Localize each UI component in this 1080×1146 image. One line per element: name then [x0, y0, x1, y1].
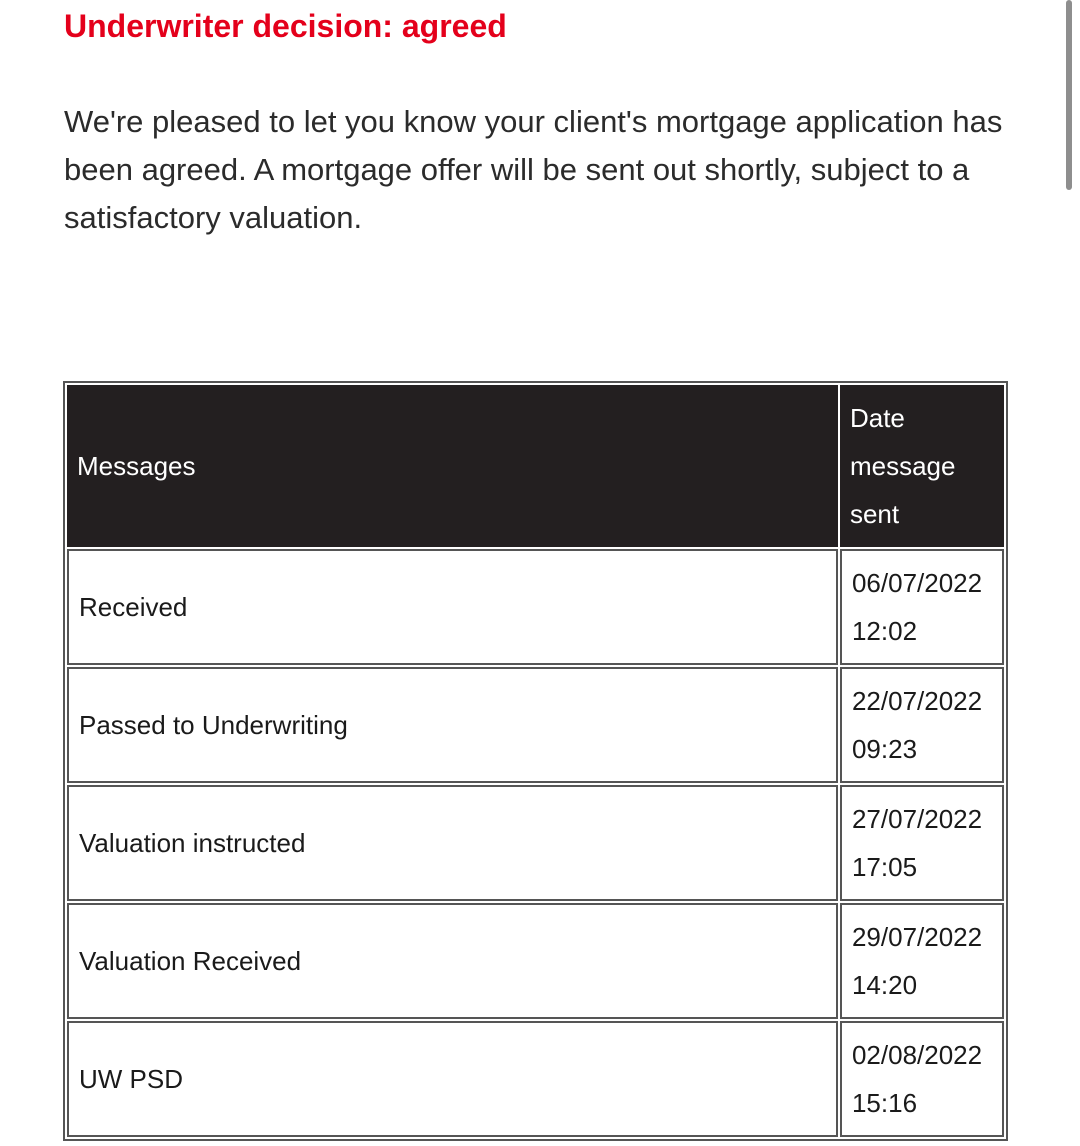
- messages-column-header: Messages: [67, 385, 838, 547]
- table-row: [67, 785, 1004, 901]
- date-cell: 27/07/2022 17:05: [840, 785, 1004, 901]
- decision-message: We're pleased to let you know your client's mortgage application has been agreed. A mortgage offer will be sent out shortly, subject to a satisfactory valuation.: [64, 104, 1003, 235]
- date-cell: 06/07/2022 12:02: [840, 549, 1004, 665]
- message-cell: Received: [67, 549, 838, 665]
- table-row: [67, 667, 1004, 783]
- decision-title: Underwriter decision: agreed: [64, 8, 507, 44]
- message-cell: UW PSD: [67, 1021, 838, 1137]
- message-cell: Passed to Underwriting: [67, 667, 838, 783]
- date-cell: 02/08/2022 15:16: [840, 1021, 1004, 1137]
- table-row: [67, 1021, 1004, 1137]
- table-row: [67, 549, 1004, 665]
- message-cell: Valuation instructed: [67, 785, 838, 901]
- messages-table: [63, 381, 1008, 1141]
- date-cell: 29/07/2022 14:20: [840, 903, 1004, 1019]
- date-cell: 22/07/2022 09:23: [840, 667, 1004, 783]
- vertical-scrollbar[interactable]: [1066, 0, 1072, 190]
- message-cell: Valuation Received: [67, 903, 838, 1019]
- table-header-row: [67, 385, 1004, 547]
- table-row: [67, 903, 1004, 1019]
- date-column-header: Date message sent: [840, 385, 1004, 547]
